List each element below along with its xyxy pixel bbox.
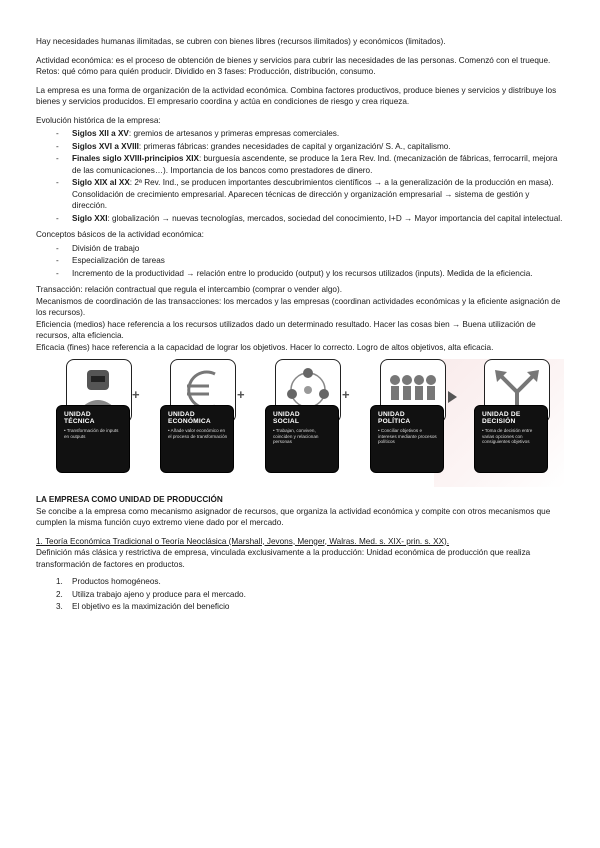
conceptos-heading: Conceptos básicos de la actividad económica: xyxy=(36,230,204,239)
list-item: - Incremento de la productividad → relación entre lo producido (output) y los recursos utilizados (inputs). Medida de la eficiencia. xyxy=(36,268,564,280)
list-item: - Siglo XIX al XX: 2ª Rev. Ind., se producen importantes descubrimientos científicos → a la generalización de la producción en masa). Consolidación de crecimiento empresarial. Aparecen técnicas de dirección y organización empresarial → sistema de gestión y dirección. xyxy=(36,177,564,212)
list-item: - Siglos XII a XV: gremios de artesanos y primeras empresas comerciales. xyxy=(36,128,564,140)
card-label-box: UNIDAD ECONÓMICA • Añade valor económico en el proceso de transformación xyxy=(160,405,234,473)
card-label-box: UNIDAD TÉCNICA • Transformación de inputs en outputs xyxy=(56,405,130,473)
card-unidad-politica xyxy=(370,359,444,469)
list-item: - Especialización de tareas xyxy=(36,255,564,267)
teoria-list xyxy=(36,576,564,613)
list-item: - División de trabajo xyxy=(36,243,564,255)
paragraph-eficacia: Eficacia (fines) hace referencia a la capacidad de lograr los objetivos. Hacer lo correcto. Logro de altos objetivos, alta eficacia. xyxy=(36,342,494,352)
list-item: - Siglo XXI: globalización → nuevas tecnologías, mercados, sociedad del conocimiento, I+D → Mayor importancia del capital intelectual. xyxy=(36,213,564,225)
list-item: 1. Productos homogéneos. xyxy=(56,577,161,586)
evolucion-list xyxy=(36,128,564,224)
card-unidad-economica xyxy=(160,359,234,469)
plus-icon: + xyxy=(237,387,245,402)
card-label-box: UNIDAD DE DECISIÓN • Toma de decisión entre varias opciones con consiguientes objetivos xyxy=(474,405,548,473)
paragraph-eficiencia: Eficiencia (medios) hace referencia a los recursos utilizados dado un determinado resultado. Hacer las cosas bien → Buena utilización de recursos, alta eficiencia. xyxy=(36,319,536,340)
list-item: - Siglos XVI a XVIII: primeras fábricas: grandes necesidades de capital y organización/ S. A., capitalismo. xyxy=(36,141,564,153)
card-unidad-decision xyxy=(474,359,548,469)
card-label-box: UNIDAD SOCIAL • Trabajan, conviven, coinciden y relacionan personas xyxy=(265,405,339,473)
card-label-box: UNIDAD POLÍTICA • Conciliar objetivos e intereses mediante procesos políticos xyxy=(370,405,444,473)
plus-icon: + xyxy=(132,387,140,402)
conceptos-list xyxy=(36,243,564,280)
document-page xyxy=(36,36,564,614)
evolucion-heading: Evolución histórica de la empresa: xyxy=(36,115,161,125)
paragraph-necesidades: Hay necesidades humanas ilimitadas, se cubren con bienes libres (recursos ilimitados) y económicos (limitados). xyxy=(36,37,446,46)
paragraph-mecanismos: Mecanismos de coordinación de las transacciones: los mercados y las empresas (coordinan actividades económicas y la eficiente asignación de los recursos). xyxy=(36,296,561,317)
card-unidad-tecnica xyxy=(56,359,130,469)
paragraph-empresa: La empresa es una forma de organización de la actividad económica. Combina factores productivos, produce bienes y servicios y distribuye los bienes y servicios producidos. El empresario coordina y actúa en condiciones de riesgo y crea riqueza. xyxy=(36,85,557,106)
empresa-units-infographic xyxy=(36,359,564,487)
card-unidad-social xyxy=(265,359,339,469)
paragraph-transaccion: Transacción: relación contractual que regula el intercambio (comprar o vender algo). xyxy=(36,285,342,294)
list-item: - Finales siglo XVIII-principios XIX: burguesía ascendente, se produce la 1era Rev. Ind. (mecanización de fábricas, ferrocarril, mejora de las comunicaciones…). Importancia de los bancos como prestadores de dinero. xyxy=(36,153,564,176)
list-item: 3. El objetivo es la maximización del beneficio xyxy=(56,602,230,611)
paragraph-actividad-economica: Actividad económica: es el proceso de obtención de bienes y servicios para cubrir las necesidades de las personas. Comenzó con el trueque. Retos: qué cómo para quién producir. Dividido en 3 fases: Producción, distribución, consumo. xyxy=(36,55,551,76)
plus-icon: + xyxy=(342,387,350,402)
arrow-right-icon xyxy=(448,391,457,403)
teoria-heading: 1. Teoría Económica Tradicional o Teoría Neoclásica (Marshall, Jevons, Menger, Walras. Med. s. XIX- prin. s. XX). xyxy=(36,536,450,546)
section-title: LA EMPRESA COMO UNIDAD DE PRODUCCIÓN xyxy=(36,495,223,504)
list-item: 2. Utiliza trabajo ajeno y produce para el mercado. xyxy=(56,589,246,599)
paragraph-definicion: Definición más clásica y restrictiva de empresa, vinculada exclusivamente a la producción: Unidad económica de producción que realiza transformación de factores en productos. xyxy=(36,548,531,569)
paragraph-mecanismo-asignador: Se concibe a la empresa como mecanismo asignador de recursos, que organiza la actividad económica y compite con otros mecanismos que cumplen la misma función cuyo extremo viene dado por el mercado. xyxy=(36,506,551,527)
